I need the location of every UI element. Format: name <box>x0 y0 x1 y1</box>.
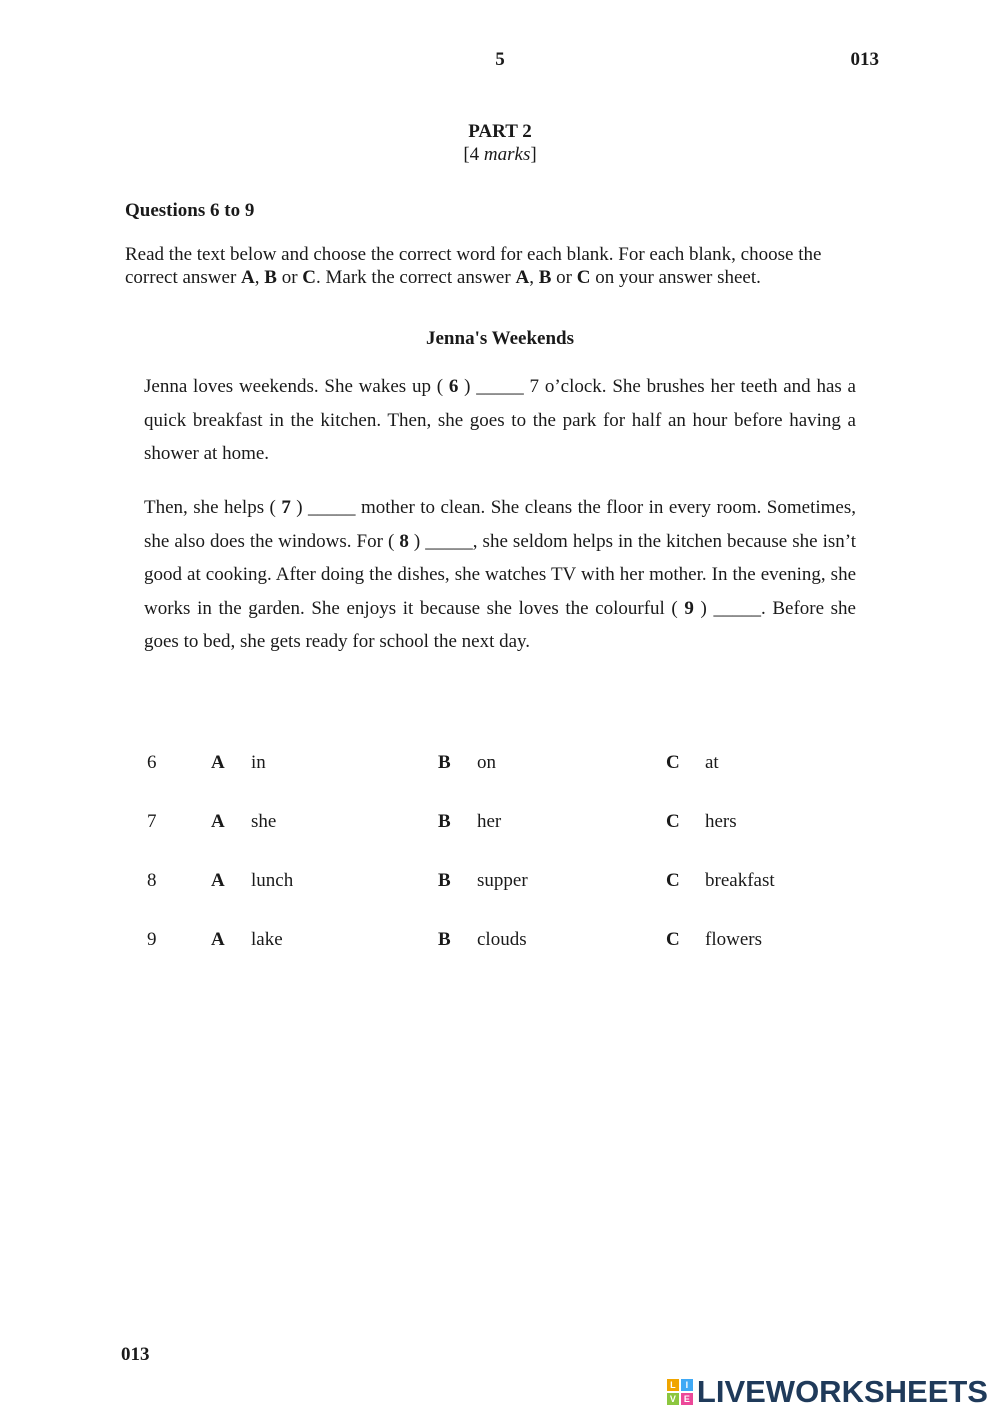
option-letter-b[interactable]: B <box>438 811 451 832</box>
option-text-a[interactable]: in <box>251 752 266 773</box>
logo-tile: V <box>667 1393 679 1405</box>
instr-letter: C <box>576 267 591 288</box>
logo-tile: L <box>667 1379 679 1391</box>
questions-heading: Questions 6 to 9 <box>125 200 255 221</box>
option-text-b[interactable]: on <box>477 752 496 773</box>
option-text-c[interactable]: flowers <box>705 929 762 950</box>
option-text-a[interactable]: lunch <box>251 870 294 891</box>
liveworksheets-logo-icon <box>667 1379 693 1405</box>
logo-tile: I <box>681 1379 693 1391</box>
instr-text: . Mark the correct answer <box>316 267 516 288</box>
instr-text: , <box>529 267 539 288</box>
passage-text: ) _____ mother to clean. She cleans the floor in every room. Sometimes, she also does the windows. For ( <box>144 497 856 552</box>
option-text-b[interactable]: her <box>477 811 502 832</box>
question-number: 7 <box>147 811 157 832</box>
paper-code-bottom: 013 <box>121 1344 150 1365</box>
instr-letter: A <box>515 267 530 288</box>
paper-code-top: 013 <box>850 49 879 70</box>
blank-number-9: 9 <box>684 597 694 619</box>
blank-number-8: 8 <box>399 530 409 552</box>
instr-letter: B <box>538 267 552 288</box>
option-text-a[interactable]: lake <box>251 929 283 950</box>
instr-text: or <box>276 267 303 288</box>
option-letter-a[interactable]: A <box>211 752 225 773</box>
instr-text: on your answer sheet. <box>590 267 761 288</box>
option-text-b[interactable]: clouds <box>477 929 527 950</box>
liveworksheets-brand: LIVEWORKSHEETS <box>696 1374 988 1409</box>
passage-text: Then, she helps ( <box>144 497 282 518</box>
option-row <box>147 752 867 811</box>
passage-title: Jenna's Weekends <box>426 328 574 349</box>
logo-tile: E <box>681 1393 693 1405</box>
liveworksheets-logo[interactable] <box>667 1374 988 1410</box>
option-row <box>147 870 867 929</box>
option-text-c[interactable]: at <box>705 752 719 773</box>
instr-text: Read the text below and choose the correct word for each blank. For each blank, choose the correct answer <box>125 244 822 288</box>
option-text-a[interactable]: she <box>251 811 277 832</box>
option-text-c[interactable]: breakfast <box>705 870 775 891</box>
passage-text: ) _____ 7 o’clock. She brushes her teeth and has a quick breakfast in the kitchen. Then, she goes to the park for half an hour before having a shower at home. <box>144 376 856 464</box>
option-letter-b[interactable]: B <box>438 870 451 891</box>
passage-text: ) _____. Before she goes to bed, she gets ready for school the next day. <box>144 597 856 652</box>
option-letter-a[interactable]: A <box>211 870 225 891</box>
question-number: 9 <box>147 929 157 950</box>
option-letter-a[interactable]: A <box>211 811 225 832</box>
instructions <box>125 243 870 289</box>
instr-text: , <box>254 267 265 288</box>
option-letter-b[interactable]: B <box>438 929 451 950</box>
question-number: 8 <box>147 870 157 891</box>
instr-letter: C <box>302 267 317 288</box>
page-number: 5 <box>495 49 505 70</box>
passage-text: ) _____, she seldom helps in the kitchen because she isn’t good at cooking. After doing the dishes, she watches TV with her mother. In the evening, she works in the garden. She enjoys it because she loves the colourful ( <box>144 530 857 619</box>
marks-open: [4 <box>463 144 484 165</box>
marks-italic: marks <box>483 144 531 165</box>
passage-paragraph-2 <box>144 491 856 659</box>
part-title: PART 2 <box>468 121 532 142</box>
option-text-c[interactable]: hers <box>705 811 737 832</box>
option-letter-c[interactable]: C <box>666 811 680 832</box>
passage-text: Jenna loves weekends. She wakes up ( <box>144 376 449 397</box>
instr-letter: B <box>264 267 277 288</box>
marks-close: ] <box>530 144 537 165</box>
option-letter-c[interactable]: C <box>666 929 680 950</box>
option-row <box>147 811 867 870</box>
blank-number-7: 7 <box>281 497 291 518</box>
option-letter-c[interactable]: C <box>666 752 680 773</box>
passage-paragraph-1 <box>144 370 856 471</box>
option-letter-c[interactable]: C <box>666 870 680 891</box>
option-row <box>147 929 867 988</box>
instr-letter: A <box>241 267 255 288</box>
instr-text: or <box>551 267 577 288</box>
question-number: 6 <box>147 752 157 773</box>
part-marks <box>0 144 1000 166</box>
blank-number-6: 6 <box>448 376 459 397</box>
answer-options <box>147 752 867 988</box>
option-letter-a[interactable]: A <box>211 929 225 950</box>
option-letter-b[interactable]: B <box>438 752 451 773</box>
option-text-b[interactable]: supper <box>477 870 528 891</box>
